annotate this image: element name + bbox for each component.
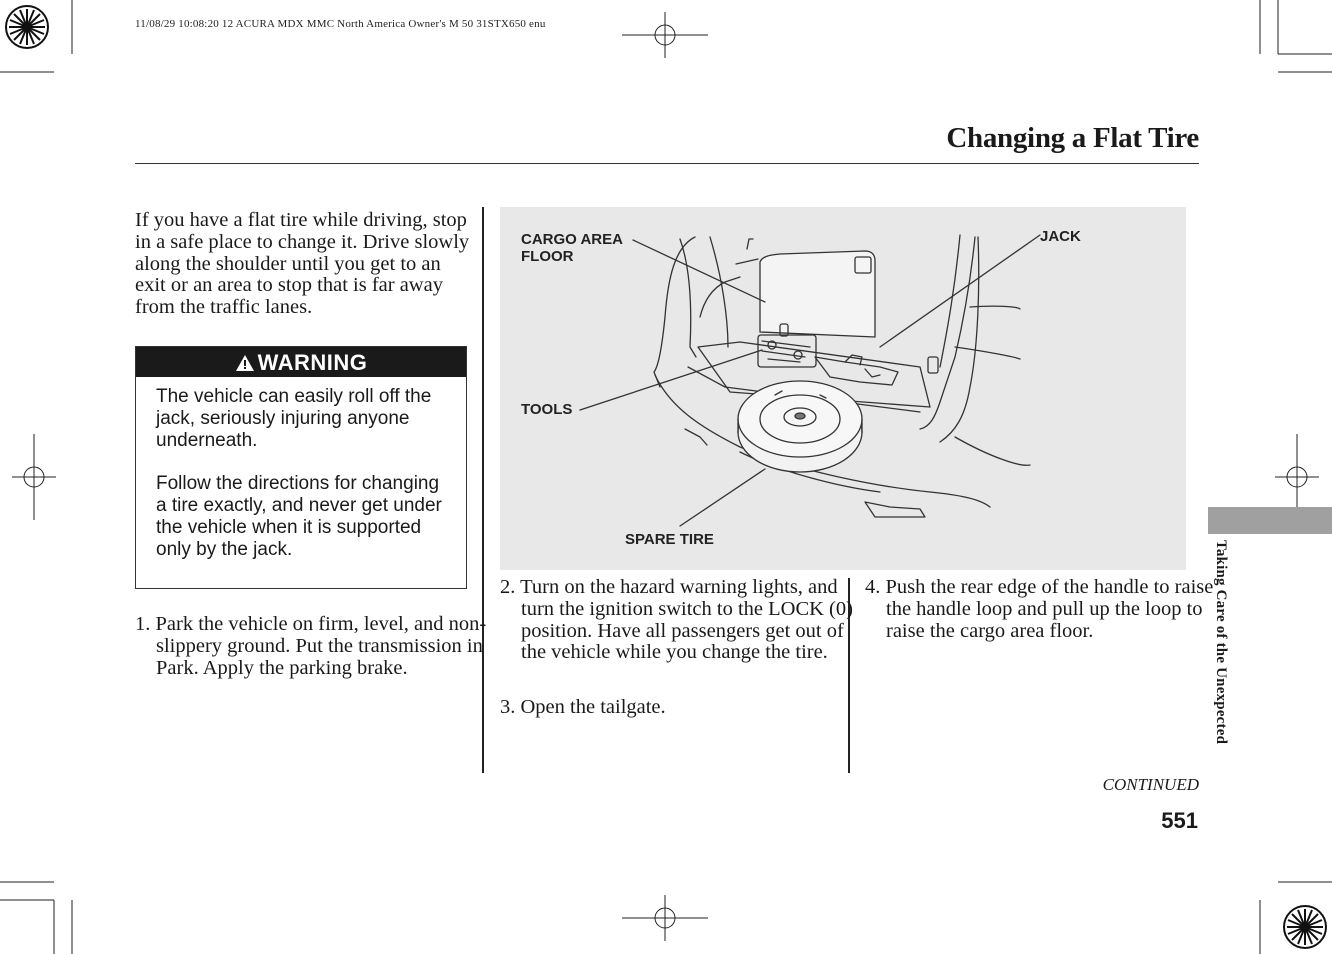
continued-note: CONTINUED [1102,775,1199,794]
label-spare-tire: SPARE TIRE [625,531,714,548]
warning-box [135,346,467,589]
step-2: 2. Turn on the hazard warning lights, and turn the ignition switch to the LOCK (0) position. Have all passengers get out of the vehicle while you change the tire. [500,576,853,664]
label-tools: TOOLS [521,401,573,418]
label-cargo-area-floor [521,232,623,265]
page-number: 551 [1161,808,1198,833]
section-tab [1208,507,1332,534]
label-cargo-line-1: CARGO AREA [521,231,623,248]
warning-heading: WARNING [257,350,368,375]
cargo-area-illustration [500,207,1186,570]
step-3: 3. Open the tailgate. [500,696,666,718]
label-jack: JACK [1040,228,1081,245]
page-title: Changing a Flat Tire [946,122,1199,154]
step-4: 4. Push the rear edge of the handle to raise the handle loop and pull up the loop to raise the cargo area floor. [865,576,1214,642]
column-divider-left [482,207,484,773]
registration-target-icon [1284,906,1326,948]
label-cargo-line-2: FLOOR [521,247,574,265]
warning-header [136,347,466,377]
warning-triangle-icon [235,354,255,372]
registration-target-icon [6,6,48,48]
intro-paragraph: If you have a flat tire while driving, stop in a safe place to change it. Drive slowly along the shoulder until you get to an exit or an area to stop that is far away from the traffic lanes. [135,209,470,319]
title-divider [135,163,1199,164]
step-1: 1. Park the vehicle on firm, level, and non-slippery ground. Put the transmission in Park. Apply the parking brake. [135,613,487,679]
section-tab-label: Taking Care of the Unexpected [1213,540,1229,745]
warning-text-2: Follow the directions for changing a tire exactly, and never get under the vehicle when it is supported only by the jack. [156,473,442,560]
print-header: 11/08/29 10:08:20 12 ACURA MDX MMC North America Owner's M 50 31STX650 enu [135,18,546,30]
warning-text-1: The vehicle can easily roll off the jack, seriously injuring anyone underneath. [156,386,432,451]
